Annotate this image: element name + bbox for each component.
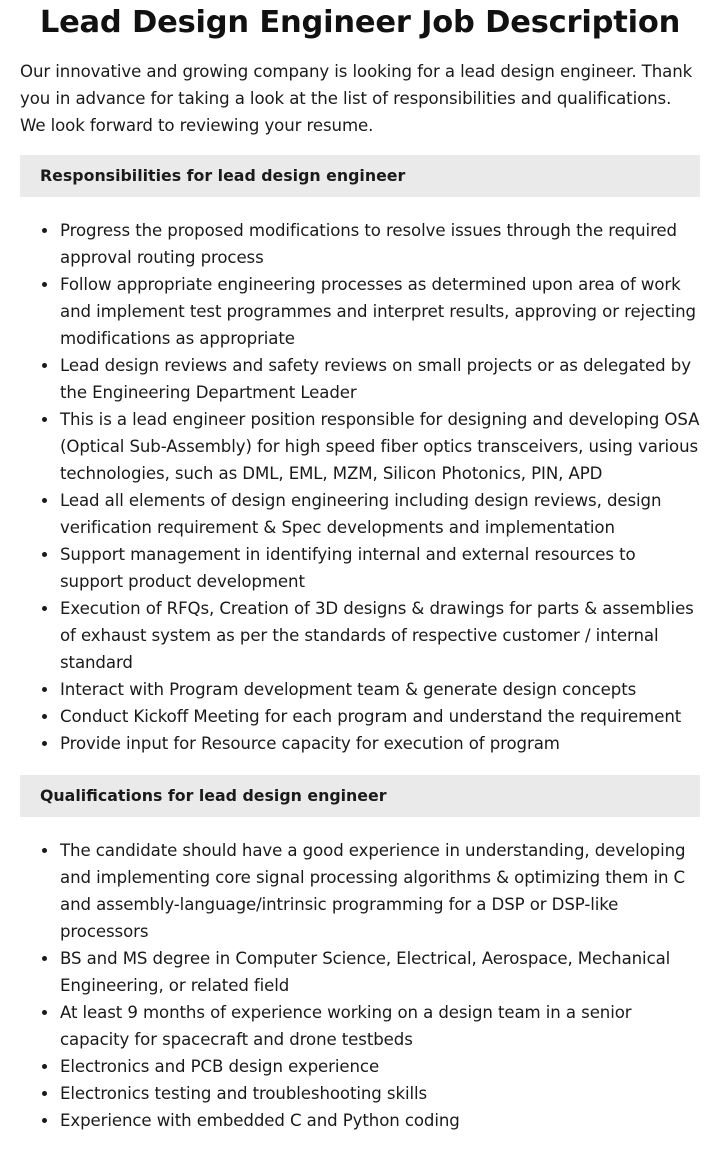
responsibility-item — [20, 487, 700, 541]
page-title: Lead Design Engineer Job Description — [39, 5, 681, 40]
responsibility-item — [20, 352, 700, 406]
bullet-dot-icon — [42, 956, 47, 961]
qualification-text: BS and MS degree in Computer Science, Electrical, Aerospace, Mechanical Engineering, or related field — [60, 949, 671, 995]
bullet-dot-icon — [42, 687, 47, 692]
qualification-text: At least 9 months of experience working on a design team in a senior capacity for spacecraft and drone testbeds — [60, 1003, 632, 1049]
responsibility-item — [20, 676, 700, 703]
bullet-dot-icon — [42, 714, 47, 719]
responsibility-text: Follow appropriate engineering processes as determined upon area of work and implement test programmes and interpret results, approving or rejecting modifications as appropriate — [60, 275, 696, 348]
bullet-dot-icon — [42, 228, 47, 233]
responsibility-text: Progress the proposed modifications to resolve issues through the required approval routing process — [60, 221, 677, 267]
bullet-dot-icon — [42, 282, 47, 287]
responsibility-item — [20, 271, 700, 352]
qualification-text: Electronics and PCB design experience — [60, 1057, 380, 1076]
qualification-item — [20, 999, 700, 1053]
bullet-dot-icon — [42, 848, 47, 853]
responsibility-text: Provide input for Resource capacity for execution of program — [60, 734, 560, 753]
bullet-dot-icon — [42, 552, 47, 557]
qualification-item — [20, 837, 700, 945]
qualification-item — [20, 945, 700, 999]
responsibility-item — [20, 217, 700, 271]
qualification-item — [20, 1107, 700, 1134]
bullet-dot-icon — [42, 606, 47, 611]
bullet-dot-icon — [42, 1010, 47, 1015]
bullet-dot-icon — [42, 741, 47, 746]
responsibility-text: Support management in identifying internal and external resources to support product development — [60, 545, 636, 591]
responsibility-item — [20, 595, 700, 676]
qualification-text: Electronics testing and troubleshooting skills — [60, 1084, 428, 1103]
responsibility-item — [20, 541, 700, 595]
qualification-item — [20, 1080, 700, 1107]
responsibilities-heading: Responsibilities for lead design engineer — [20, 155, 700, 197]
bullet-dot-icon — [42, 498, 47, 503]
responsibility-item — [20, 730, 700, 757]
responsibilities-list — [20, 217, 700, 757]
responsibility-text: Lead design reviews and safety reviews on small projects or as delegated by the Engineering Department Leader — [60, 356, 691, 402]
intro-paragraph: Our innovative and growing company is looking for a lead design engineer. Thank you in advance for taking a look at the list of responsibilities and qualifications. We look forward to reviewing your resume. — [20, 62, 693, 135]
bullet-dot-icon — [42, 1091, 47, 1096]
qualification-text: Experience with embedded C and Python coding — [60, 1111, 460, 1130]
bullet-dot-icon — [42, 1118, 47, 1123]
responsibility-item — [20, 703, 700, 730]
responsibility-text: Execution of RFQs, Creation of 3D designs & drawings for parts & assemblies of exhaust system as per the standards of respective customer / internal standard — [60, 599, 694, 672]
qualifications-list — [20, 837, 700, 1134]
responsibility-text: Interact with Program development team & generate design concepts — [60, 680, 637, 699]
qualification-item — [20, 1053, 700, 1080]
bullet-dot-icon — [42, 1064, 47, 1069]
qualification-text: The candidate should have a good experience in understanding, developing and implementing core signal processing algorithms & optimizing them in C and assembly-language/intrinsic programming for a DSP or DSP-like processors — [60, 841, 686, 941]
responsibility-item — [20, 406, 700, 487]
responsibility-text: Conduct Kickoff Meeting for each program and understand the requirement — [60, 707, 682, 726]
bullet-dot-icon — [42, 363, 47, 368]
responsibility-text: This is a lead engineer position responsible for designing and developing OSA (Optical Sub-Assembly) for high speed fiber optics transceivers, using various technologies, such as DML, EML, MZM, Silicon Photonics, PIN, APD — [60, 410, 700, 483]
responsibility-text: Lead all elements of design engineering including design reviews, design verification requirement & Spec developments and implementation — [60, 491, 662, 537]
qualifications-heading: Qualifications for lead design engineer — [20, 775, 700, 817]
bullet-dot-icon — [42, 417, 47, 422]
